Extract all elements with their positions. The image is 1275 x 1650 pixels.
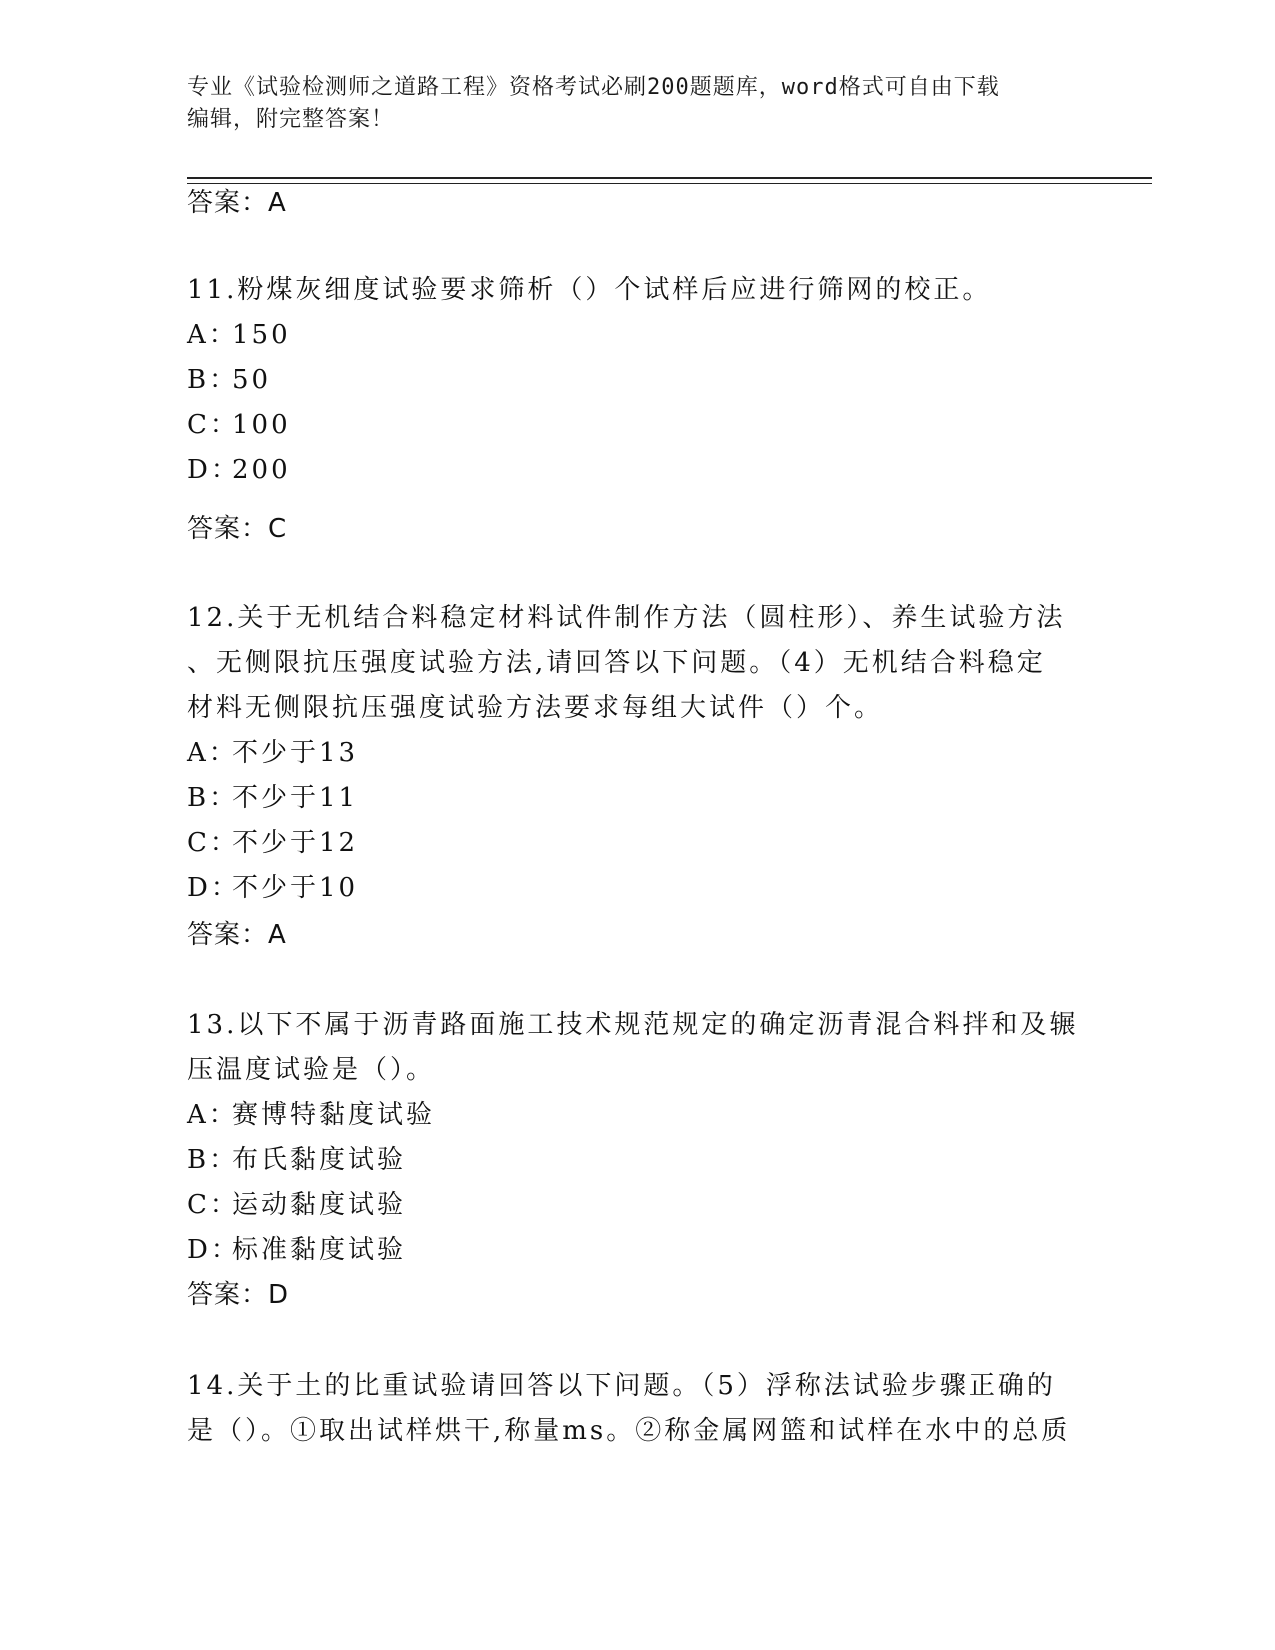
option-text: 布氏黏度试验 [232, 1145, 407, 1175]
option-a [187, 313, 1087, 358]
option-key: C： [187, 828, 239, 858]
option-text: 不少于13 [232, 738, 359, 768]
option-text: 不少于10 [232, 873, 359, 903]
question-stem-line: 14.关于土的比重试验请回答以下问题。（5）浮称法试验步骤正确的 [187, 1371, 1056, 1401]
question-stem: 11.粉煤灰细度试验要求筛析（）个试样后应进行筛网的校正。 [187, 275, 992, 305]
option-key: C： [187, 410, 239, 440]
option-a [187, 1093, 1087, 1138]
question-stem-line: 、无侧限抗压强度试验方法,请回答以下问题。（4）无机结合料稳定 [187, 648, 1046, 678]
document-header [187, 72, 1067, 136]
option-d [187, 866, 1087, 911]
answer-12: 答案：A [187, 920, 287, 950]
option-text: 赛博特黏度试验 [232, 1100, 436, 1130]
option-key: B： [187, 365, 239, 395]
question-stem-line: 是（）。①取出试样烘干,称量ms。②称金属网篮和试样在水中的总质 [187, 1416, 1071, 1446]
option-text: 运动黏度试验 [232, 1190, 407, 1220]
option-key: D： [187, 1235, 240, 1265]
option-text: 50 [232, 365, 272, 395]
option-d [187, 448, 1087, 493]
option-c [187, 403, 1087, 448]
question-stem-line: 13.以下不属于沥青路面施工技术规范规定的确定沥青混合料拌和及辗 [187, 1010, 1079, 1040]
option-key: B： [187, 783, 239, 813]
option-key: D： [187, 873, 240, 903]
option-text: 100 [232, 410, 291, 440]
option-text: 150 [232, 320, 291, 350]
option-text: 不少于12 [232, 828, 359, 858]
option-a [187, 731, 1087, 776]
question-13 [187, 1003, 1087, 1273]
option-b [187, 358, 1087, 403]
option-b [187, 1138, 1087, 1183]
option-key: A： [187, 1100, 238, 1130]
option-text: 标准黏度试验 [232, 1235, 407, 1265]
question-stem-line: 压温度试验是（）。 [187, 1055, 436, 1085]
answer-13: 答案：D [187, 1280, 290, 1310]
question-stem-line: 12.关于无机结合料稳定材料试件制作方法（圆柱形）、养生试验方法 [187, 603, 1066, 633]
option-text: 不少于11 [232, 783, 359, 813]
previous-answer: 答案：A [187, 188, 287, 218]
answer-11: 答案：C [187, 514, 288, 544]
option-d [187, 1228, 1087, 1273]
option-key: C： [187, 1190, 239, 1220]
question-11 [187, 268, 1087, 493]
question-12 [187, 596, 1087, 911]
option-key: A： [187, 320, 238, 350]
option-key: A： [187, 738, 238, 768]
option-key: D： [187, 455, 240, 485]
option-key: B： [187, 1145, 239, 1175]
header-line-2: 编辑，附完整答案！ [187, 107, 395, 132]
option-c [187, 1183, 1087, 1228]
header-divider [187, 177, 1152, 184]
question-14 [187, 1364, 1087, 1454]
question-stem-line: 材料无侧限抗压强度试验方法要求每组大试件（）个。 [187, 693, 884, 723]
header-line-1: 专业《试验检测师之道路工程》资格考试必刷200题题库，word格式可自由下载 [187, 75, 1000, 100]
option-c [187, 821, 1087, 866]
option-text: 200 [232, 455, 291, 485]
option-b [187, 776, 1087, 821]
